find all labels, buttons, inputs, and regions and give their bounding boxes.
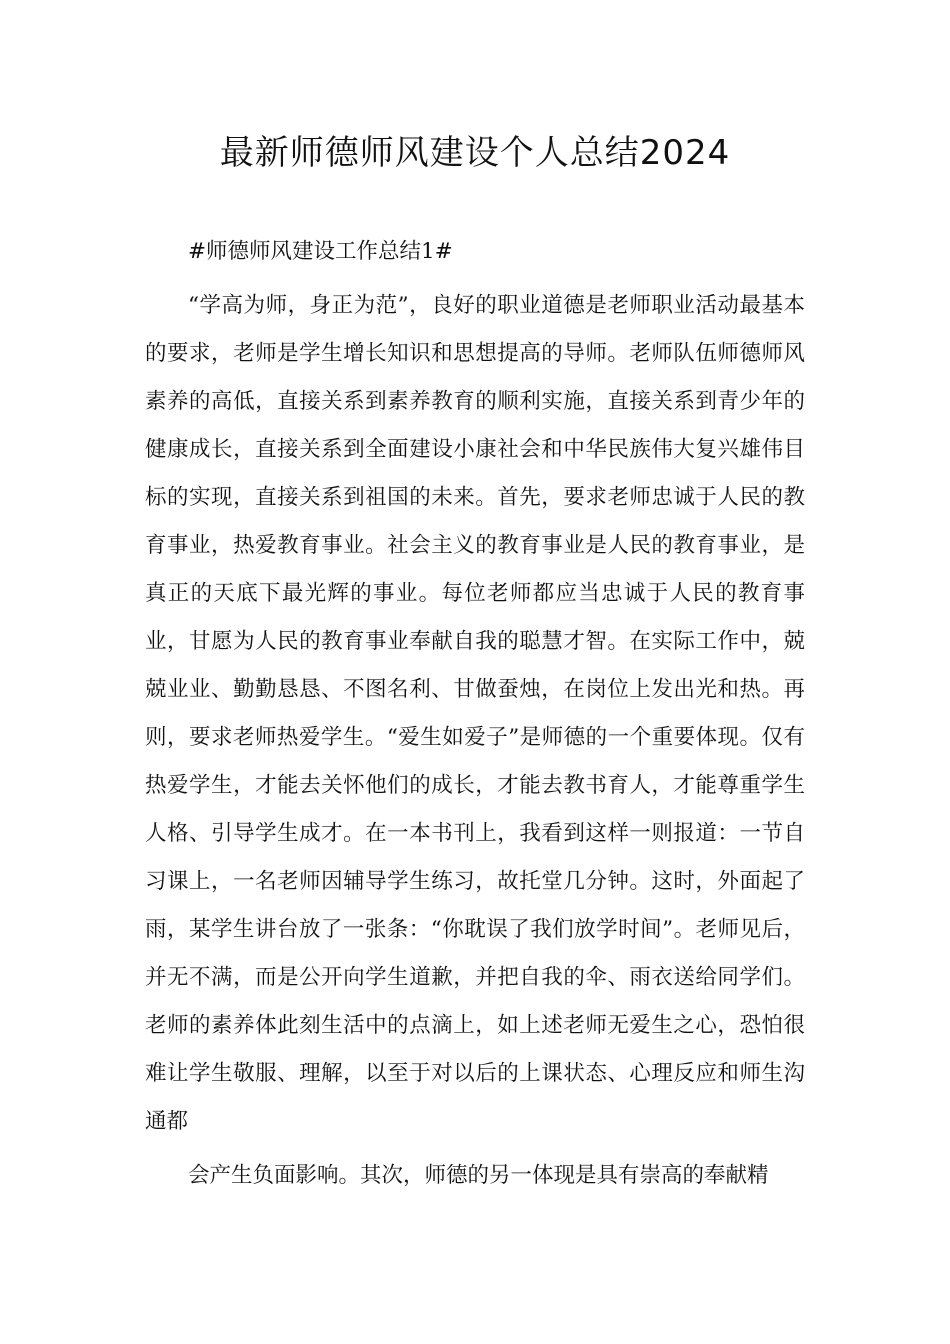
document-title: 最新师德师风建设个人总结2024: [219, 133, 731, 173]
section-heading: #师德师风建设工作总结1#: [188, 239, 453, 264]
document-body: [145, 228, 805, 1200]
paragraph-1: “学高为师，身正为范”，良好的职业道德是老师职业活动最基本的要求，老师是学生增长知识和思想提高的导师。老师队伍师德师风素养的高低，直接关系到素养教育的顺利实施，直接关系到青少年的健康成长，直接关系到全面建设小康社会和中华民族伟大复兴雄伟目标的实现，直接关系到祖国的未来。首先，要求老师忠诚于人民的教育事业，热爱教育事业。社会主义的教育事业是人民的教育事业，是真正的天底下最光辉的事业。每位老师都应当忠诚于人民的教育事业，甘愿为人民的教育事业奉献自我的聪慧才智。在实际工作中，兢兢业业、勤勤恳恳、不图名利、甘做蚕烛，在岗位上发出光和热。再则，要求老师热爱学生。“爱生如爱子”是师德的一个重要体现。仅有热爱学生，才能去关怀他们的成长，才能去教书育人，才能尊重学生人格、引导学生成才。在一本书刊上，我看到这样一则报道：一节自习课上，一名老师因辅导学生练习，故托堂几分钟。这时，外面起了雨，某学生讲台放了一张条：“你耽误了我们放学时间”。老师见后，并无不满，而是公开向学生道歉，并把自我的伞、雨衣送给同学们。老师的素养体此刻生活中的点滴上，如上述老师无爱生之心，恐怕很难让学生敬服、理解，以至于对以后的上课状态、心理反应和师生沟通都: [145, 293, 805, 1134]
paragraph-2: 会产生负面影响。其次，师德的另一体现是具有崇高的奉献精: [188, 1163, 769, 1188]
